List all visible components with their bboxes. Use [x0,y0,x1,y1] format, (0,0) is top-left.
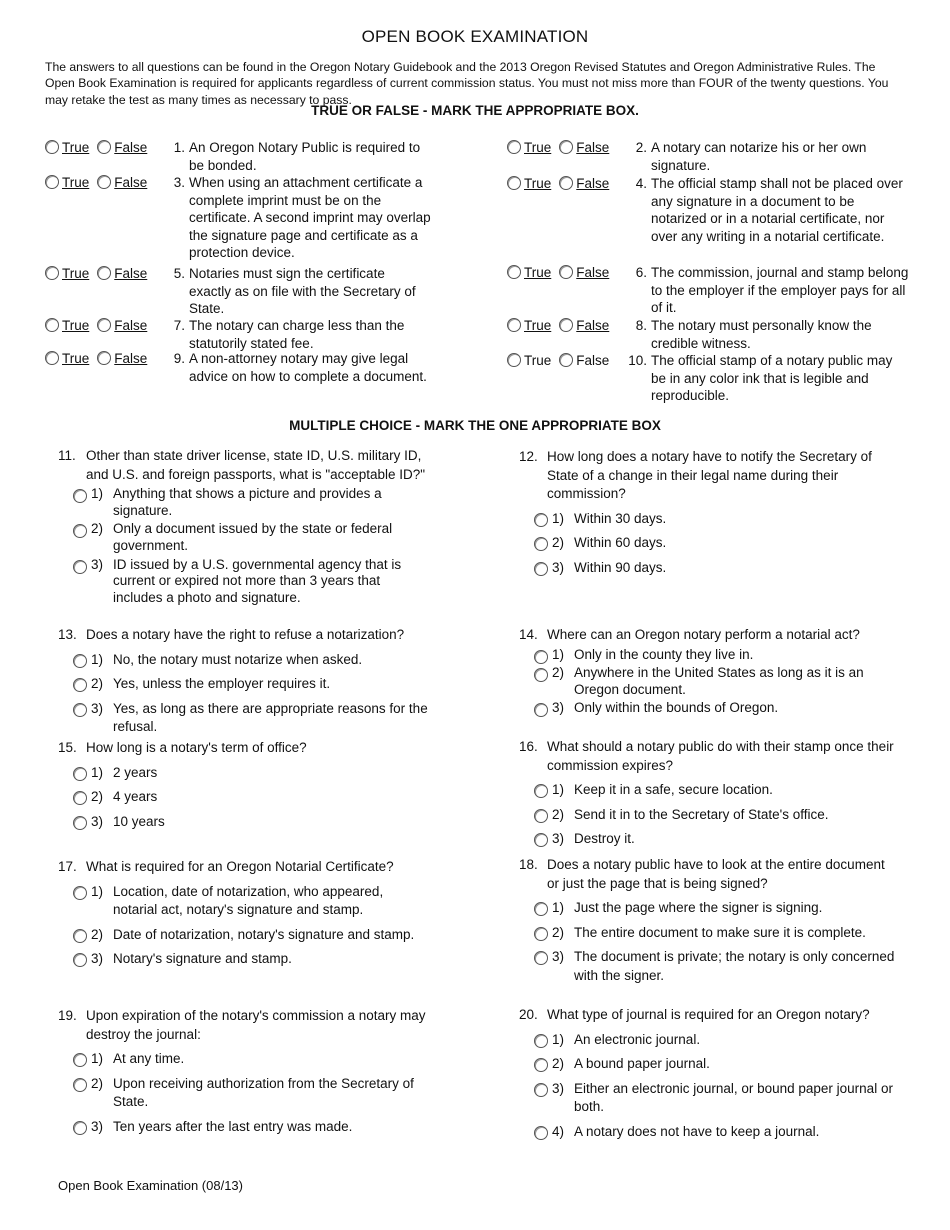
answer-text: 4 years [113,789,158,805]
radio-button-icon[interactable] [73,791,87,805]
radio-button-icon[interactable] [534,1058,548,1072]
false-option[interactable] [559,264,609,282]
tf-question-text: Notaries must sign the certificate exactly as on file with the Secretary of State. [189,266,416,317]
mc-question-number: 20. [519,1007,538,1022]
false-option[interactable] [559,175,609,193]
mc-question-text: Where can an Oregon notary perform a notarial act? [547,627,860,642]
answer-number: 3) [552,831,565,847]
true-label: True [524,265,552,280]
answer-text: Just the page where the signer is signing. [574,900,823,916]
answer-number: 1) [91,651,104,667]
radio-button-icon[interactable] [534,927,548,941]
answer-option[interactable] [73,651,430,670]
answer-number: 3) [91,813,104,829]
radio-button-icon[interactable] [73,654,87,668]
answer-number: 3) [91,556,104,572]
mc-question-stem [519,856,899,893]
answer-text: Date of notarization, notary's signature and stamp. [113,926,415,942]
false-label: False [576,353,610,368]
radio-button-icon[interactable] [97,266,111,280]
answer-option[interactable] [73,788,430,807]
answer-option[interactable] [534,1080,899,1117]
false-option[interactable] [97,265,147,283]
true-label: True [524,176,552,191]
answer-text: 2 years [113,764,158,780]
mc-question-number: 14. [519,627,538,642]
false-option[interactable] [97,350,147,368]
answer-number: 2) [91,1075,104,1091]
mc-question-11 [58,447,430,606]
mc-question-stem [58,626,430,645]
true-option[interactable] [45,265,89,283]
page-title: OPEN BOOK EXAMINATION [361,27,589,46]
mc-question-12 [519,448,899,578]
answer-option[interactable] [534,510,899,529]
answer-text: The entire document to make sure it is complete. [574,924,866,940]
answer-number: 3) [552,1080,565,1096]
true-label: True [62,266,90,281]
false-option[interactable] [559,317,609,335]
answer-text: Keep it in a safe, secure location. [574,782,773,798]
mc-question-text: How long does a notary have to notify the Secretary of State of a change in their legal name during their commission? [547,449,872,502]
mc-question-text: How long is a notary's term of office? [86,740,307,755]
true-option[interactable] [45,350,89,368]
answer-number: 2) [552,924,565,940]
answer-option[interactable] [534,806,899,825]
radio-button-icon[interactable] [73,1078,87,1092]
answer-text: Yes, as long as there are appropriate reasons for the refusal. [113,700,428,735]
answer-number: 2) [552,535,565,551]
radio-button-icon[interactable] [534,1034,548,1048]
radio-button-icon[interactable] [534,513,548,527]
radio-button-icon[interactable] [73,767,87,781]
mc-question-stem [58,447,430,484]
true-label: True [524,318,552,333]
answer-number: 1) [91,1051,104,1067]
answer-number: 3) [552,949,565,965]
radio-button-icon[interactable] [507,140,521,154]
mc-question-19 [58,1007,430,1137]
true-option[interactable] [507,317,551,335]
radio-button-icon[interactable] [45,140,59,154]
answer-text: Either an electronic journal, or bound paper journal or both. [574,1080,893,1115]
answer-text: Upon receiving authorization from the Secretary of State. [113,1075,414,1110]
answer-number: 1) [552,1031,565,1047]
mc-question-text: What type of journal is required for an Oregon notary? [547,1007,870,1022]
false-option[interactable] [97,174,147,192]
radio-button-icon[interactable] [73,816,87,830]
true-label: True [62,140,90,155]
radio-button-icon[interactable] [97,318,111,332]
true-option[interactable] [45,317,89,335]
mc-question-stem [519,448,899,504]
answer-number: 3) [91,700,104,716]
radio-button-icon[interactable] [534,562,548,576]
tf-question-text: A non-attorney notary may give legal advice on how to complete a document. [189,351,427,384]
radio-button-icon[interactable] [534,833,548,847]
answer-option[interactable] [73,1118,430,1137]
true-option[interactable] [45,139,89,157]
mc-heading: MULTIPLE CHOICE - MARK THE ONE APPROPRIATE BOX [289,418,661,433]
tf-question-number: 5. [173,266,185,281]
false-option[interactable] [559,352,609,370]
answer-number: 1) [552,510,565,526]
answer-text: Yes, unless the employer requires it. [113,676,331,692]
answer-number: 2) [91,789,104,805]
answer-text: Anywhere in the United States as long as it is an Oregon document. [574,665,864,697]
answer-text: The document is private; the notary is only concerned with the signer. [574,949,895,983]
radio-button-icon[interactable] [73,560,87,574]
answer-option[interactable] [73,764,430,783]
answer-text: No, the notary must notarize when asked. [113,651,363,667]
mc-question-number: 18. [519,857,538,872]
tf-question-number: 9. [173,351,185,366]
false-label: False [114,140,148,155]
mc-question-text: What is required for an Oregon Notarial Certificate? [86,859,394,874]
mc-question-stem [519,626,899,645]
false-label: False [114,351,148,366]
radio-button-icon[interactable] [97,351,111,365]
mc-question-17 [58,858,430,969]
radio-button-icon[interactable] [73,524,87,538]
false-label: False [576,318,610,333]
radio-button-icon[interactable] [73,886,87,900]
answer-text: 10 years [113,813,165,829]
radio-button-icon[interactable] [559,140,573,154]
tf-question-text: The commission, journal and stamp belong to the employer if the employer pays for all of it. [651,265,909,316]
true-label: True [62,351,90,366]
tf-question-text: A notary can notarize his or her own signature. [651,140,867,173]
answer-option[interactable] [73,926,430,945]
false-label: False [114,266,148,281]
radio-button-icon[interactable] [507,176,521,190]
answer-option[interactable] [73,700,430,737]
answer-option[interactable] [534,830,899,849]
true-option[interactable] [507,139,551,157]
radio-button-icon[interactable] [97,175,111,189]
answer-option[interactable] [534,665,899,698]
answer-option[interactable] [73,813,430,832]
answer-number: 1) [552,900,565,916]
mc-question-stem [519,738,899,775]
answer-option[interactable] [73,557,430,607]
answer-number: 1) [552,782,565,798]
answer-number: 1) [91,486,104,502]
mc-question-15 [58,739,430,831]
answer-number: 2) [91,926,104,942]
answer-option[interactable] [534,647,899,664]
answer-number: 3) [552,700,565,716]
tf-question-text: When using an attachment certificate a complete imprint must be on the certificate. A second imprint may overlap the signature page and certificate as a protection device. [189,175,431,261]
answer-text: Only a document issued by the state or federal government. [113,521,393,553]
mc-question-text: What should a notary public do with their stamp once their commission expires? [547,739,894,773]
true-option[interactable] [507,264,551,282]
mc-question-number: 19. [58,1008,77,1023]
answer-number: 1) [552,646,565,662]
answer-text: Destroy it. [574,831,635,847]
radio-button-icon[interactable] [73,929,87,943]
answer-text: Within 60 days. [574,535,667,551]
radio-button-icon[interactable] [97,140,111,154]
radio-button-icon[interactable] [534,784,548,798]
radio-button-icon[interactable] [534,1126,548,1140]
tf-question-number: 7. [173,318,185,333]
answer-number: 1) [91,764,104,780]
radio-button-icon[interactable] [73,1121,87,1135]
mc-question-text: Does a notary public have to look at the entire document or just the page that is being signed? [547,857,885,891]
radio-button-icon[interactable] [73,1053,87,1067]
answer-text: Only in the county they live in. [574,646,754,662]
answer-option[interactable] [73,1050,430,1069]
mc-question-20 [519,1006,899,1142]
radio-button-icon[interactable] [534,1083,548,1097]
true-option[interactable] [507,175,551,193]
mc-question-number: 16. [519,739,538,754]
mc-question-18 [519,856,899,986]
answer-text: Location, date of notarization, who appeared, notarial act, notary's signature and stamp. [113,883,384,918]
answer-option[interactable] [73,486,430,519]
true-label: True [524,353,552,368]
mc-question-number: 11. [58,448,76,463]
true-option[interactable] [507,352,551,370]
false-label: False [114,318,148,333]
intro-paragraph: The answers to all questions can be found in the Oregon Notary Guidebook and the 2013 Oregon Revised Statutes and Oregon Administrative Rules. The Open Book Examination is required for applicants regardless of current commission status. You must not miss more than FOUR of the twenty questions. You may retake the test as many times as necessary to pass. [45,60,889,107]
radio-button-icon[interactable] [507,265,521,279]
answer-text: ID issued by a U.S. governmental agency that is current or expired not more than 3 years that includes a photo and signature. [113,556,402,605]
false-label: False [576,265,610,280]
false-label: False [114,175,148,190]
answer-option[interactable] [534,924,899,943]
answer-text: Within 90 days. [574,559,667,575]
false-label: False [576,140,610,155]
answer-text: Ten years after the last entry was made. [113,1118,353,1134]
true-label: True [62,318,90,333]
radio-button-icon[interactable] [507,353,521,367]
radio-button-icon[interactable] [534,951,548,965]
mc-question-16 [519,738,899,849]
answer-number: 3) [91,1118,104,1134]
answer-option[interactable] [73,1075,430,1112]
radio-button-icon[interactable] [534,668,548,682]
radio-button-icon[interactable] [45,318,59,332]
answer-number: 2) [91,676,104,692]
answer-option[interactable] [73,675,430,694]
tf-question-text: The notary can charge less than the statutorily stated fee. [189,318,405,351]
true-option[interactable] [45,174,89,192]
radio-button-icon[interactable] [559,265,573,279]
answer-text: A notary does not have to keep a journal. [574,1123,820,1139]
radio-button-icon[interactable] [45,266,59,280]
radio-button-icon[interactable] [73,489,87,503]
radio-button-icon[interactable] [534,650,548,664]
answer-number: 2) [552,665,565,681]
mc-question-stem [519,1006,899,1025]
answer-option[interactable] [534,559,899,578]
mc-question-number: 17. [58,859,77,874]
tf-heading: TRUE OR FALSE - MARK THE APPROPRIATE BOX. [311,103,639,118]
answer-number: 1) [91,883,104,899]
answer-text: Anything that shows a picture and provides a signature. [113,486,382,518]
answer-text: At any time. [113,1051,185,1067]
radio-button-icon[interactable] [507,318,521,332]
answer-option[interactable] [534,1123,899,1142]
answer-number: 2) [552,806,565,822]
tf-question-number: 2. [635,140,647,155]
tf-question-number: 8. [635,318,647,333]
radio-button-icon[interactable] [45,351,59,365]
answer-option[interactable] [534,1031,899,1050]
tf-question-number: 6. [635,265,647,280]
answer-number: 3) [552,559,565,575]
radio-button-icon[interactable] [534,902,548,916]
tf-question-number: 4. [635,176,647,191]
tf-question-text: The official stamp of a notary public may be in any color ink that is legible and reproducible. [651,353,893,404]
radio-button-icon[interactable] [559,176,573,190]
answer-text: Send it in to the Secretary of State's office. [574,806,829,822]
answer-text: Only within the bounds of Oregon. [574,700,779,716]
tf-question-number: 1. [173,140,185,155]
false-option[interactable] [559,139,609,157]
radio-button-icon[interactable] [73,678,87,692]
answer-number: 2) [552,1056,565,1072]
mc-question-stem [58,739,430,758]
radio-button-icon[interactable] [534,809,548,823]
mc-question-number: 15. [58,740,77,755]
answer-option[interactable] [534,534,899,553]
mc-question-13 [58,626,430,737]
radio-button-icon[interactable] [73,953,87,967]
mc-question-14 [519,626,899,717]
false-label: False [576,176,610,191]
mc-question-text: Other than state driver license, state ID, U.S. military ID, and U.S. and foreign passports, what is "acceptable ID?" [86,448,426,482]
answer-option[interactable] [534,700,899,717]
answer-text: Within 30 days. [574,510,667,526]
mc-question-number: 13. [58,627,77,642]
tf-question-text: The official stamp shall not be placed over any signature in a document to be notarized or in a notarial certificate, nor over any writing in a notarial certificate. [651,176,903,244]
answer-number: 2) [91,521,104,537]
true-label: True [62,175,90,190]
answer-option[interactable] [534,1055,899,1074]
true-label: True [524,140,552,155]
answer-number: 3) [91,951,104,967]
answer-option[interactable] [534,899,899,918]
answer-text: Notary's signature and stamp. [113,951,292,967]
radio-button-icon[interactable] [534,703,548,717]
tf-question-number: 10. [628,353,647,368]
mc-question-stem [58,1007,430,1044]
mc-question-number: 12. [519,449,538,464]
mc-question-stem [58,858,430,877]
mc-question-text: Does a notary have the right to refuse a notarization? [86,627,405,642]
radio-button-icon[interactable] [559,353,573,367]
footer-text: Open Book Examination (08/13) [58,1178,243,1193]
answer-text: A bound paper journal. [574,1056,710,1072]
answer-number: 4) [552,1123,565,1139]
tf-question-text: The notary must personally know the credible witness. [651,318,872,351]
radio-button-icon[interactable] [559,318,573,332]
false-option[interactable] [97,139,147,157]
answer-option[interactable] [534,948,899,985]
false-option[interactable] [97,317,147,335]
answer-option[interactable] [534,781,899,800]
radio-button-icon[interactable] [534,537,548,551]
tf-question-number: 3. [173,175,185,190]
tf-question-text: An Oregon Notary Public is required to be bonded. [189,140,421,173]
radio-button-icon[interactable] [45,175,59,189]
answer-option[interactable] [73,950,430,969]
answer-option[interactable] [73,521,430,554]
answer-text: An electronic journal. [574,1031,701,1047]
mc-question-text: Upon expiration of the notary's commission a notary may destroy the journal: [86,1008,426,1042]
answer-option[interactable] [73,883,430,920]
radio-button-icon[interactable] [73,703,87,717]
